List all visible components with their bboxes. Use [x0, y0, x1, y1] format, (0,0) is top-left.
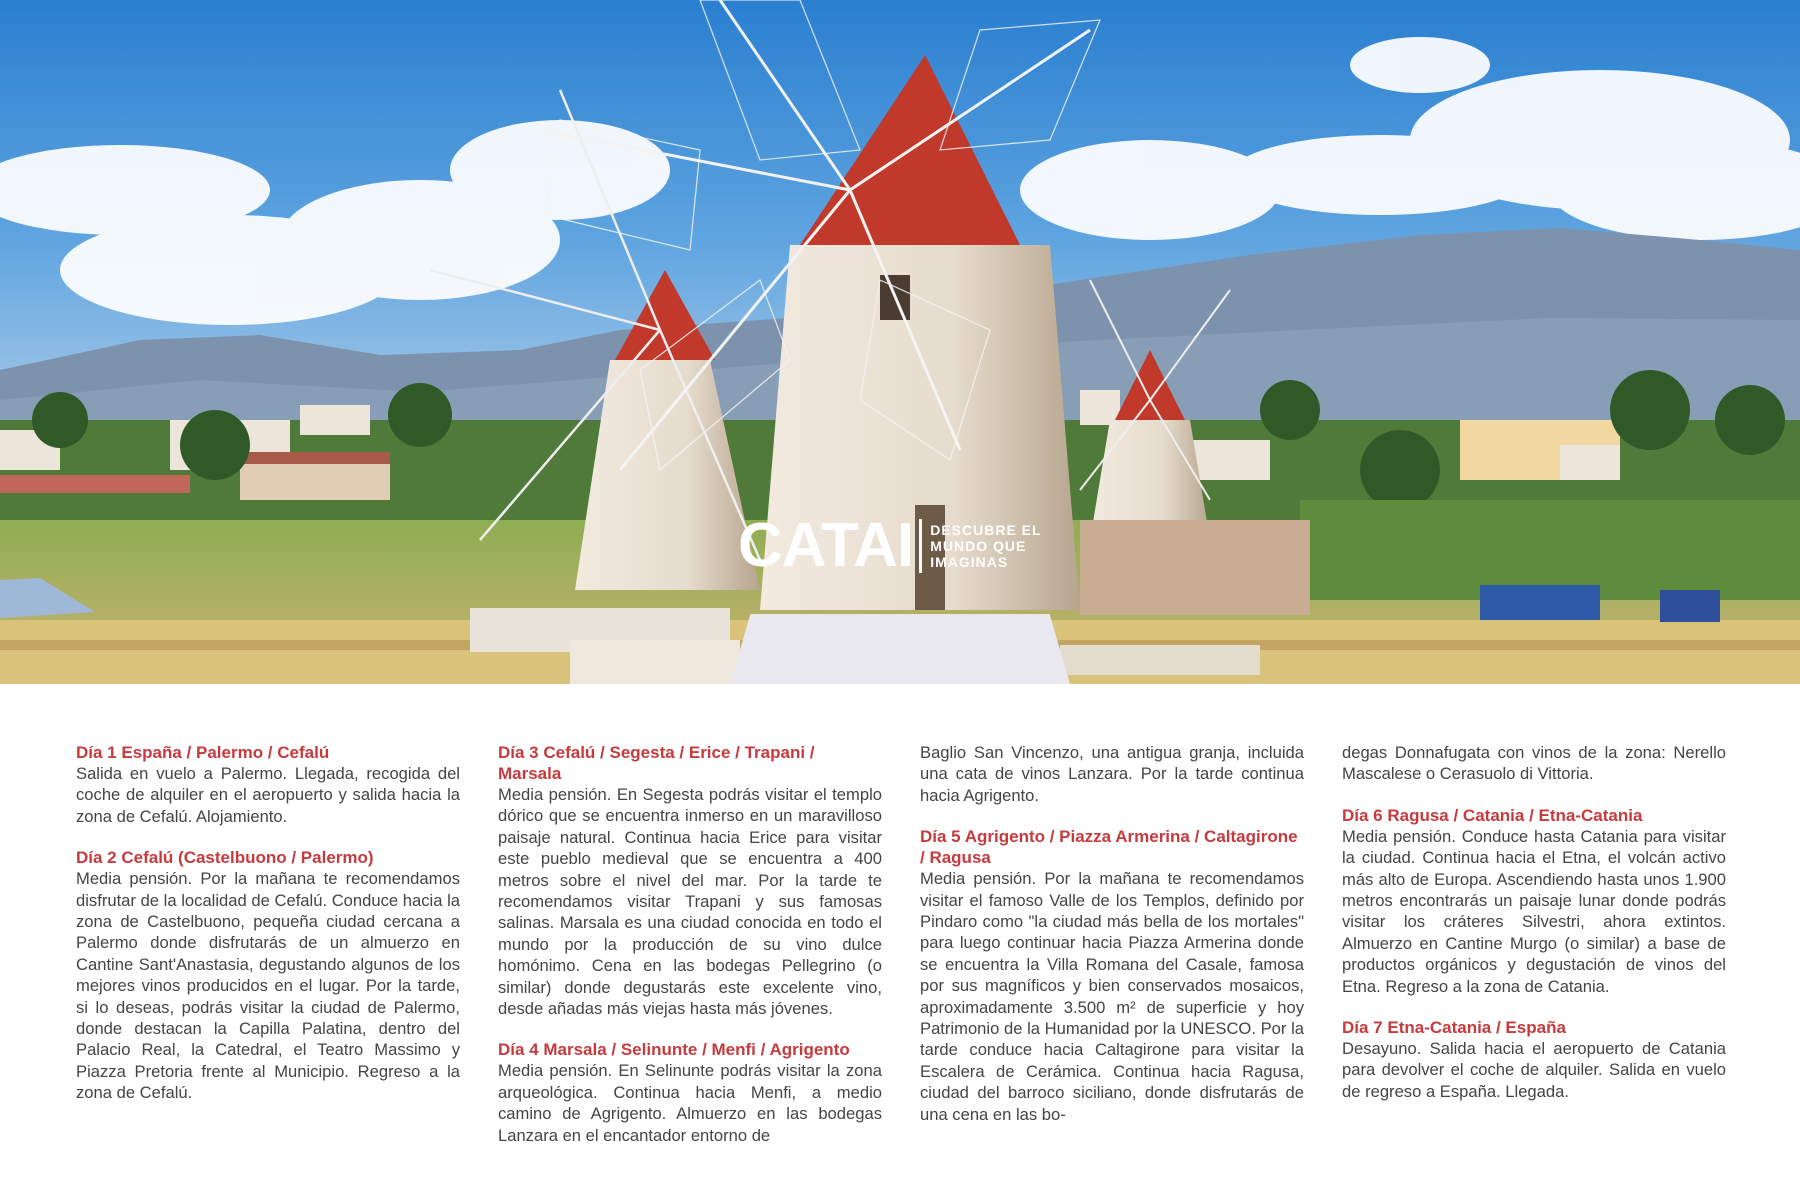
- brand-logo: [738, 511, 1060, 580]
- day-entry: [498, 742, 882, 1019]
- day-entry: [498, 1039, 882, 1146]
- day-entry-continued: [920, 742, 1304, 806]
- day-title: Día 2 Cefalú (Castelbuono / Palermo): [76, 848, 374, 868]
- day-title: Día 7 Etna-Catania / España: [1342, 1018, 1566, 1038]
- day-description: Media pensión. Por la mañana te recomendamos visitar el famoso Valle de los Templos, definido por Pindaro como "la ciudad más bella de los mortales" para luego continuar hacia Piazza Armerina donde se encuentra la Villa Romana del Casale, famosa por sus magníficos y bien conservados mosaicos, aproximadamente 3.500 m² de superficie y hoy Patrimonio de la Humanidad por la UNESCO. Por la tarde conduce hacia Caltagirone para visitar la Escalera de Cerámica. Continua hacia Ragusa, ciudad del barroco siciliano, donde disfrutarás de una cena en las bo-: [920, 869, 1304, 1124]
- day-title: Día 1 España / Palermo / Cefalú: [76, 743, 330, 762]
- day-entry: [1342, 1017, 1726, 1102]
- brand-tagline: DESCUBRE EL MUNDO QUE IMAGINAS: [930, 522, 1042, 570]
- column-1: [76, 742, 460, 1142]
- brand-tab: [730, 614, 1070, 684]
- day-entry: [920, 826, 1304, 1125]
- day-entry-continued: [1342, 742, 1726, 785]
- day-entry: [76, 847, 460, 1103]
- column-3: [920, 742, 1304, 1142]
- column-2: [498, 742, 882, 1145]
- day-description: Baglio San Vincenzo, una antigua granja, incluida una cata de vinos Lanzara. Por la tarde continua hacia Agrigento.: [920, 743, 1304, 805]
- brand-name: CATAI: [738, 511, 914, 580]
- day-entry: [76, 742, 460, 827]
- day-description: Desayuno. Salida hacia el aeropuerto de Catania para devolver el coche de alquiler. Salida en vuelo de regreso a España. Llegada.: [1342, 1039, 1726, 1101]
- day-title: Día 3 Cefalú / Segesta / Erice / Trapani / Marsala: [498, 743, 815, 783]
- day-title: Día 5 Agrigento / Piazza Armerina / Caltagirone / Ragusa: [920, 827, 1298, 868]
- day-description: Media pensión. Por la mañana te recomendamos disfrutar de la localidad de Cefalú. Conduce hacia la zona de Castelbuono, pequeña ciudad cercana a Palermo donde disfrutarás de un almuerzo en Cantine Sant'Anastasia, degustando algunos de los mejores vinos producidos en el lugar. Por la tarde, si lo deseas, podrás visitar la ciudad de Palermo, donde destacan la Capilla Palatina, dentro del Palacio Real, la Catedral, el Teatro Massimo y Piazza Pretoria frente al Municipio. Regreso a la zona de Cefalú.: [76, 869, 460, 1103]
- day-description: degas Donnafugata con vinos de la zona: Nerello Mascalese o Cerasuolo di Vittoria.: [1342, 743, 1726, 784]
- day-description: Salida en vuelo a Palermo. Llegada, recogida del coche de alquiler en el aeropuerto y salida hacia la zona de Cefalú. Alojamiento.: [76, 764, 460, 826]
- day-description: Media pensión. En Segesta podrás visitar el templo dórico que se encuentra inmerso en un maravilloso paisaje natural. Continua hacia Erice para visitar este pueblo medieval que se encuentra a 400 metros sobre el nivel del mar. Por la tarde te recomendamos visitar Trapani y sus famosas salinas. Marsala es una ciudad conocida en todo el mundo por la producción de su vino dulce homónimo. Cena en las bodegas Pellegrino (o similar) donde degustarás este excelente vino, desde añadas más viejas hasta más jóvenes.: [498, 785, 882, 1019]
- day-description: Media pensión. Conduce hasta Catania para visitar la ciudad. Continua hacia el Etna, el volcán activo más alto de Europa. Ascendiendo hasta unos 1.900 metros encontrarás un paisaje lunar donde podrás visitar los cráteres Silvestri, ahora extintos. Almuerzo en Cantine Murgo (o similar) a base de productos orgánicos y degustación de vinos del Etna. Regreso a la zona de Catania.: [1342, 826, 1726, 996]
- day-title: Día 6 Ragusa / Catania / Etna-Catania: [1342, 805, 1643, 825]
- brand-divider: [919, 519, 922, 573]
- day-title: Día 4 Marsala / Selinunte / Menfi / Agrigento: [498, 1040, 850, 1060]
- column-4: [1342, 742, 1726, 1142]
- day-entry: [1342, 805, 1726, 997]
- itinerary-columns: [76, 742, 1726, 1145]
- day-description: Media pensión. En Selinunte podrás visitar la zona arqueológica. Continua hacia Menfi, a medio camino de Agrigento. Almuerzo en las bodegas Lanzara en el encantador entorno de: [498, 1061, 882, 1145]
